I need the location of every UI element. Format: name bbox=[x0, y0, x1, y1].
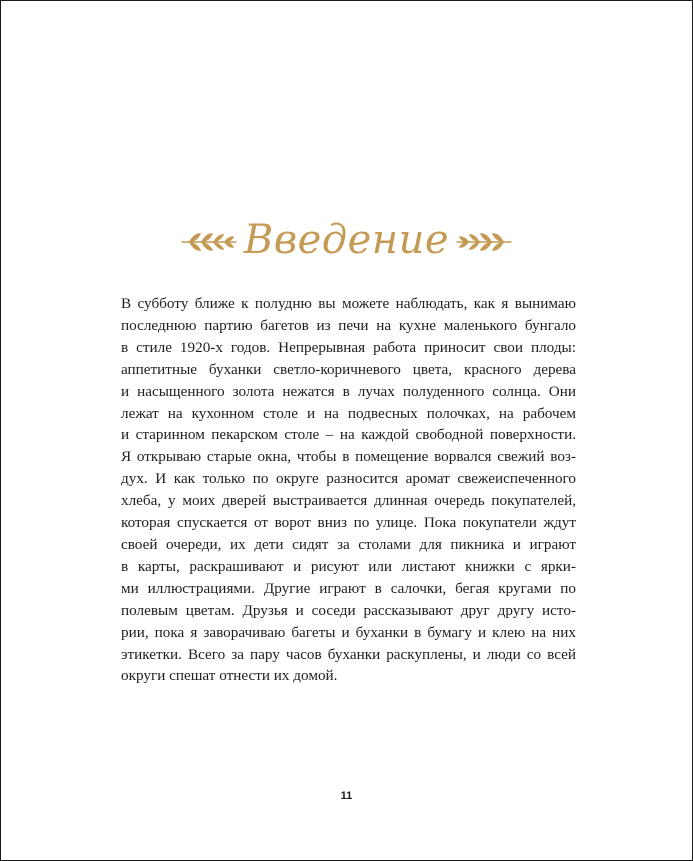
wheat-sprig-right-icon bbox=[455, 229, 513, 255]
text-line: аппетитные буханки светло-коричневого цвета, красного дерева bbox=[121, 360, 576, 378]
text-line: Я открываю старые окна, чтобы в помещение ворвался свежий воз- bbox=[121, 448, 576, 466]
text-line: ми иллюстрациями. Другие играют в салочки, бегая кругами по bbox=[121, 579, 576, 597]
text-line: последнюю партию багетов из печи на кухне маленького бунгало bbox=[121, 316, 576, 334]
text-line: В субботу ближе к полудню вы можете наблюдать, как я вынимаю bbox=[121, 295, 576, 312]
text-line: и насыщенного золота нежатся в лучах полуденного солнца. Они bbox=[121, 382, 576, 400]
text-line: рии, пока я заворачиваю багеты и буханки в бумагу и клею на них bbox=[121, 623, 576, 641]
chapter-title: Введение bbox=[243, 217, 450, 263]
text-line: в карты, раскрашивают и рисуют или листают книжки с ярки- bbox=[121, 557, 576, 575]
page-number: 11 bbox=[340, 790, 353, 802]
chapter-heading bbox=[1, 207, 692, 277]
text-line: в стиле 1920-х годов. Непрерывная работа приносит свои плоды: bbox=[121, 338, 576, 356]
text-line: хлеба, у моих дверей выстраивается длинная очередь покупателей, bbox=[121, 492, 576, 510]
text-line: своей очереди, их дети сидят за столами для пикника и играют bbox=[121, 535, 576, 553]
text-line: этикетки. Всего за пару часов буханки раскуплены, и люди со всей bbox=[121, 645, 576, 663]
wheat-sprig-left-icon bbox=[180, 229, 238, 255]
text-line: которая спускается от ворот вниз по улице. Пока покупатели ждут bbox=[121, 514, 576, 532]
text-line: полевым цветам. Друзья и соседи рассказывают друг другу исто- bbox=[121, 601, 576, 619]
text-line: округи спешат отнести их домой. bbox=[121, 667, 338, 685]
text-line: дух. И как только по округе разносится аромат свежеиспеченного bbox=[121, 470, 576, 488]
text-line: лежат на кухонном столе и на подвесных полочках, на рабочем bbox=[121, 404, 576, 422]
text-line: и старинном пекарском столе – на каждой свободной поверхности. bbox=[121, 426, 576, 444]
body-paragraph bbox=[121, 293, 576, 687]
